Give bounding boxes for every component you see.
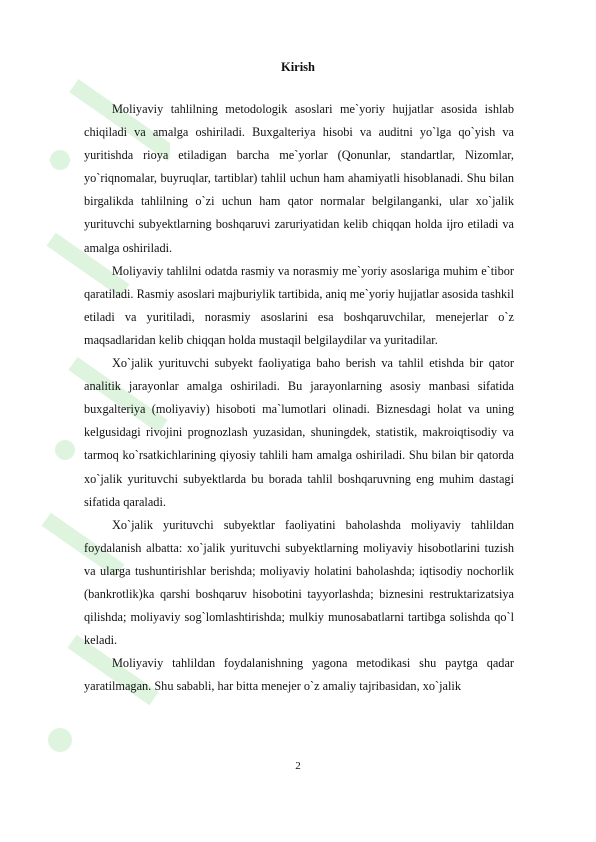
paragraph: Moliyaviy tahlilning metodologik asoslari me`yoriy hujjatlar asosida ishlab chiqiladi va amalga oshiriladi. Buxgalteriya hisobi va auditni yo`lga qo`yish va yuritishda rioya etiladigan barcha me`yorlar (Qonunlar, standartlar, Nizomlar, yo`riqnomalar, buyruqlar, tartiblar) tahlil uchun ham ahamiyatli hisoblanadi. Shu bilan birgalikda tahlilning o`zi uchun ham qator normalar belgilanganki, ular xo`jalik yurituvchi subyektlarning boshqaruvi zaruriyatidan kelib chiqqan holda ijro etiladi va amalga oshiriladi. — [84, 102, 514, 255]
document-title: Kirish — [280, 60, 316, 74]
paragraph: Moliyaviy tahlildan foydalanishning yagona metodikasi shu paytga qadar yaratilmagan. Shu sababli, har bitta menejer o`z amaliy tajribasidan, xo`jalik — [84, 656, 514, 694]
paragraph: Xo`jalik yurituvchi subyektlar faoliyatini baholashda moliyaviy tahlildan foydalanish albatta: xo`jalik yurituvchi subyektlarning moliyaviy hisobotlarini tuzish va ularga tushuntirishlar berishda; moliyaviy holatini baholashda; iqtisodiy nochorlik (bankrotlik)ka qarshi boshqaruv hisobotini tayyorlashda; biznesini restruktarizatsiya qilishda; moliyaviy sog`lomlashtirishda; mulkiy munosabatlarni tartibga solishda qo`l keladi. — [84, 517, 514, 648]
paragraph: Moliyaviy tahlilni odatda rasmiy va norasmiy me`yoriy asoslariga muhim e`tibor qaratiladi. Rasmiy asoslari majburiylik tartibida, aniq me`yoriy hujjatlar asosida tashkil etiladi va yuritiladi, norasmiy asoslarini esa boshqaruvchilar, menejerlar o`z maqsadlaridan kelib chiqqan holda mustaqil belgilaydilar va yuritadilar. — [84, 263, 514, 347]
document-body — [84, 98, 514, 698]
paragraph: Xo`jalik yurituvchi subyekt faoliyatiga baho berish va tahlil etishda bir qator analitik jarayonlar amalga oshiriladi. Bu jarayonlarning asosiy manbasi sifatida buxgalteriya (moliyaviy) hisoboti ma`lumotlari olinadi. Biznesdagi holat va uning kelgusidagi rivojini prognozlash yuzasidan, shuningdek, statistik, makroiqtisodiy va tarmoq ko`rsatkichlarining qiyosiy tahlili ham amalga oshiriladi. Shu bilan bir qatorda xo`jalik yurituvchi subyektlarda bu borada tahlil boshqaruvning eng muhim dastagi sifatida qaraladi. — [84, 356, 514, 509]
page-number: 2 — [295, 760, 301, 772]
